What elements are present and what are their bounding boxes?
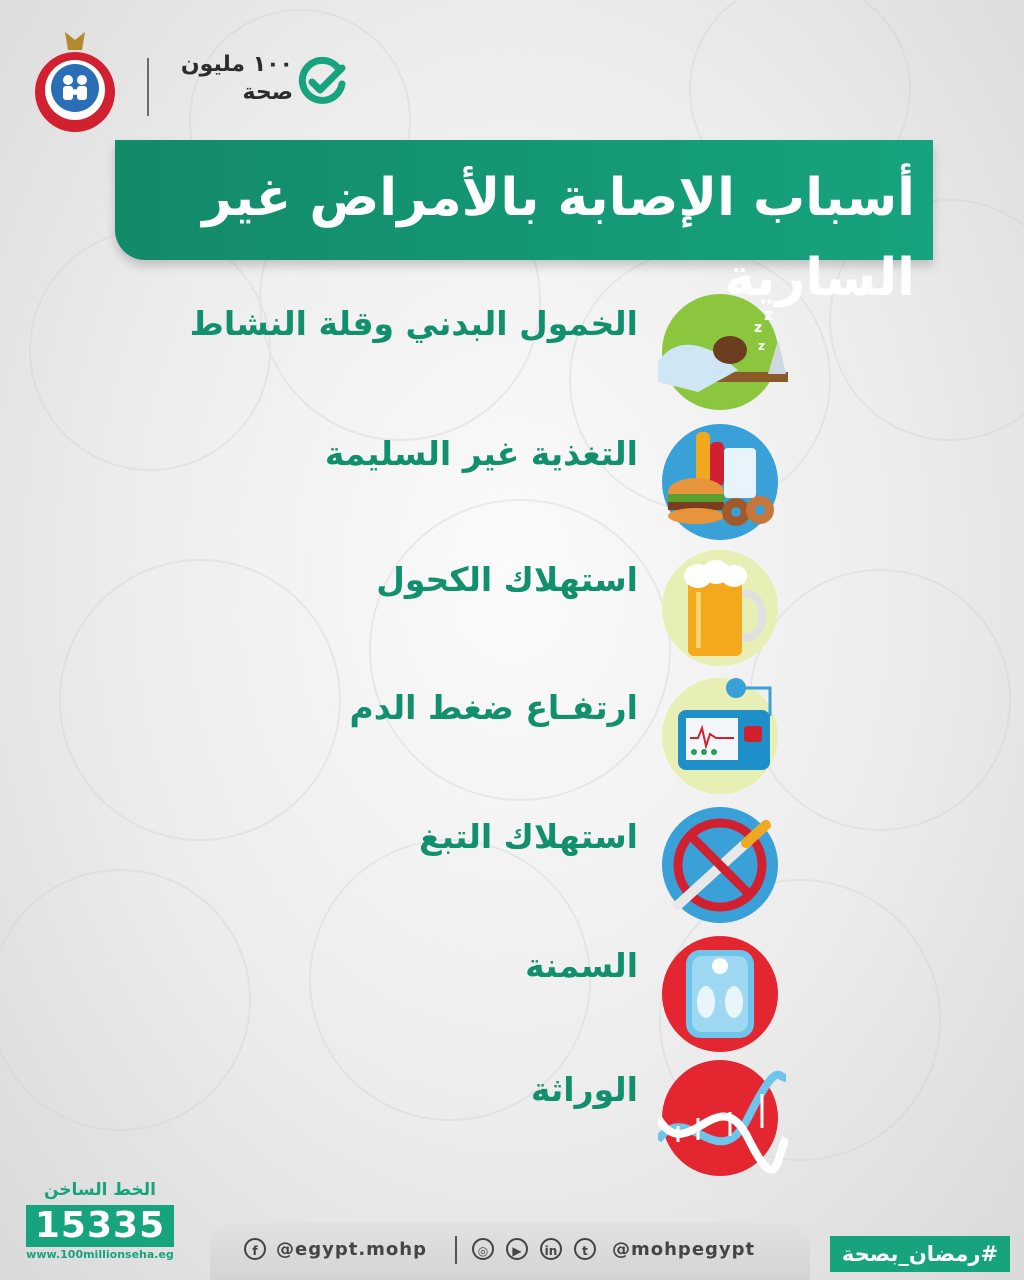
hotline-block <box>20 1180 180 1270</box>
ministry-logo <box>30 30 120 135</box>
item-label: الخمول البدني وقلة النشاط <box>189 304 638 343</box>
website-link[interactable]: www.100millionseha.eg <box>26 1248 174 1261</box>
handle-left[interactable]: @egypt.mohp <box>276 1239 427 1260</box>
check-icon <box>298 56 348 106</box>
hashtag-badge: #رمضان_بصحة <box>830 1236 1010 1272</box>
brand-line-1: ١٠٠ مليون <box>180 52 293 77</box>
title-banner <box>115 140 933 308</box>
instagram-icon[interactable]: ◎ <box>472 1238 494 1260</box>
linkedin-icon[interactable]: in <box>540 1238 562 1260</box>
social-divider <box>455 1236 457 1264</box>
item-label: ارتفـاع ضغط الدم <box>349 688 638 727</box>
twitter-icon[interactable]: t <box>574 1238 596 1260</box>
sleeping-at-desk-icon <box>658 292 788 412</box>
svg-text:z: z <box>758 339 765 353</box>
list-item <box>0 292 1024 412</box>
brand-line-2: صحة <box>242 80 293 105</box>
svg-text:z: z <box>754 320 763 336</box>
facebook-icon[interactable]: f <box>244 1238 266 1260</box>
hotline-number[interactable]: 15335 <box>26 1205 174 1247</box>
beer-mug-icon <box>658 548 788 668</box>
list-item <box>0 676 1024 796</box>
hotline-label: الخط الساخن <box>43 1180 157 1200</box>
item-label: الوراثة <box>530 1070 638 1109</box>
brand-logo <box>178 52 348 112</box>
youtube-icon[interactable]: ▶ <box>506 1238 528 1260</box>
no-smoking-icon <box>658 805 788 925</box>
list-item <box>0 548 1024 668</box>
social-bar <box>210 1222 810 1280</box>
item-label: استهلاك التبغ <box>419 817 638 856</box>
handle-right[interactable]: @mohpegypt <box>612 1239 756 1260</box>
item-label: السمنة <box>525 946 638 985</box>
list-item <box>0 934 1024 1054</box>
list-item <box>0 422 1024 542</box>
item-label: استهلاك الكحول <box>376 560 638 599</box>
page-title: أسباب الإصابة بالأمراض غير السارية <box>202 168 915 308</box>
header-divider <box>147 58 149 116</box>
list-item <box>0 805 1024 925</box>
item-label: التغذية غير السليمة <box>324 434 638 473</box>
blood-pressure-monitor-icon <box>658 676 788 796</box>
list-item <box>0 1058 1024 1178</box>
fast-food-icon <box>658 422 788 542</box>
weight-scale-icon <box>658 934 788 1054</box>
dna-icon <box>658 1058 788 1178</box>
svg-text:z: z <box>764 305 774 324</box>
